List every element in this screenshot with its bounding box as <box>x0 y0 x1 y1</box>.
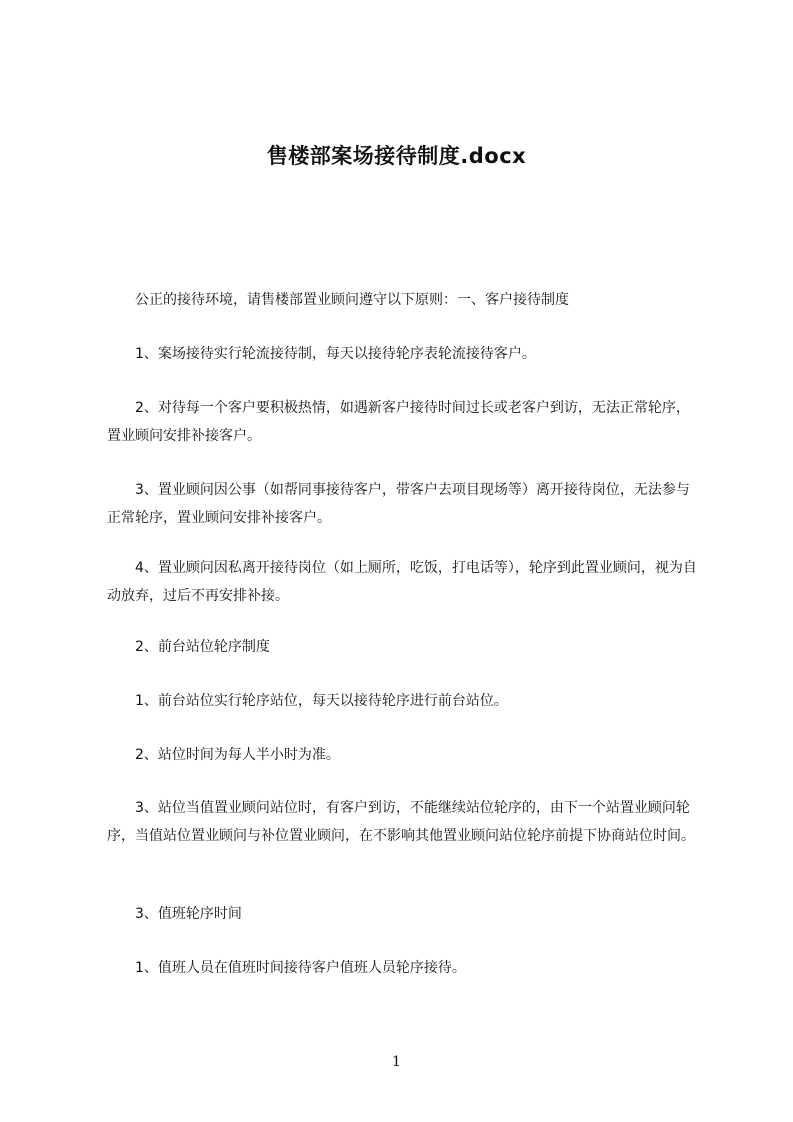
heading-duty: 3、值班轮序时间 <box>135 906 242 922</box>
paragraph-1-1: 1、案场接待实行轮流接待制，每天以接待轮序表轮流接待客户。 <box>135 346 536 362</box>
paragraph-2-2: 2、站位时间为每人半小时为准。 <box>135 747 340 763</box>
paragraph-3-1: 1、值班人员在值班时间接待客户值班人员轮序接待。 <box>135 960 466 976</box>
heading-front-desk: 2、前台站位轮序制度 <box>135 639 270 655</box>
paragraph-intro: 公正的接待环境，请售楼部置业顾问遵守以下原则：一、客户接待制度 <box>135 292 569 308</box>
paragraph-2-1: 1、前台站位实行轮序站位，每天以接待轮序进行前台站位。 <box>135 693 508 709</box>
paragraph-1-3: 3、置业顾问因公事（如帮同事接待客户，带客户去项目现场等）离开接待岗位，无法参与正常轮序，置业顾问安排补接客户。 <box>107 482 690 526</box>
paragraph-1-4: 4、置业顾问因私离开接待岗位（如上厕所，吃饭，打电话等），轮序到此置业顾问，视为自动放弃，过后不再安排补接。 <box>107 560 697 604</box>
page-number: 1 <box>392 1054 401 1070</box>
document-title: 售楼部案场接待制度.docx <box>266 144 527 168</box>
paragraph-1-2: 2、对待每一个客户要积极热情，如遇新客户接待时间过长或老客户到访，无法正常轮序，置业顾问安排补接客户。 <box>107 400 690 444</box>
paragraph-2-3: 3、站位当值置业顾问站位时，有客户到访，不能继续站位轮序的，由下一个站置业顾问轮序，当值站位置业顾问与补位置业顾问，在不影响其他置业顾问站位轮序前提下协商站位时间。 <box>107 800 695 844</box>
